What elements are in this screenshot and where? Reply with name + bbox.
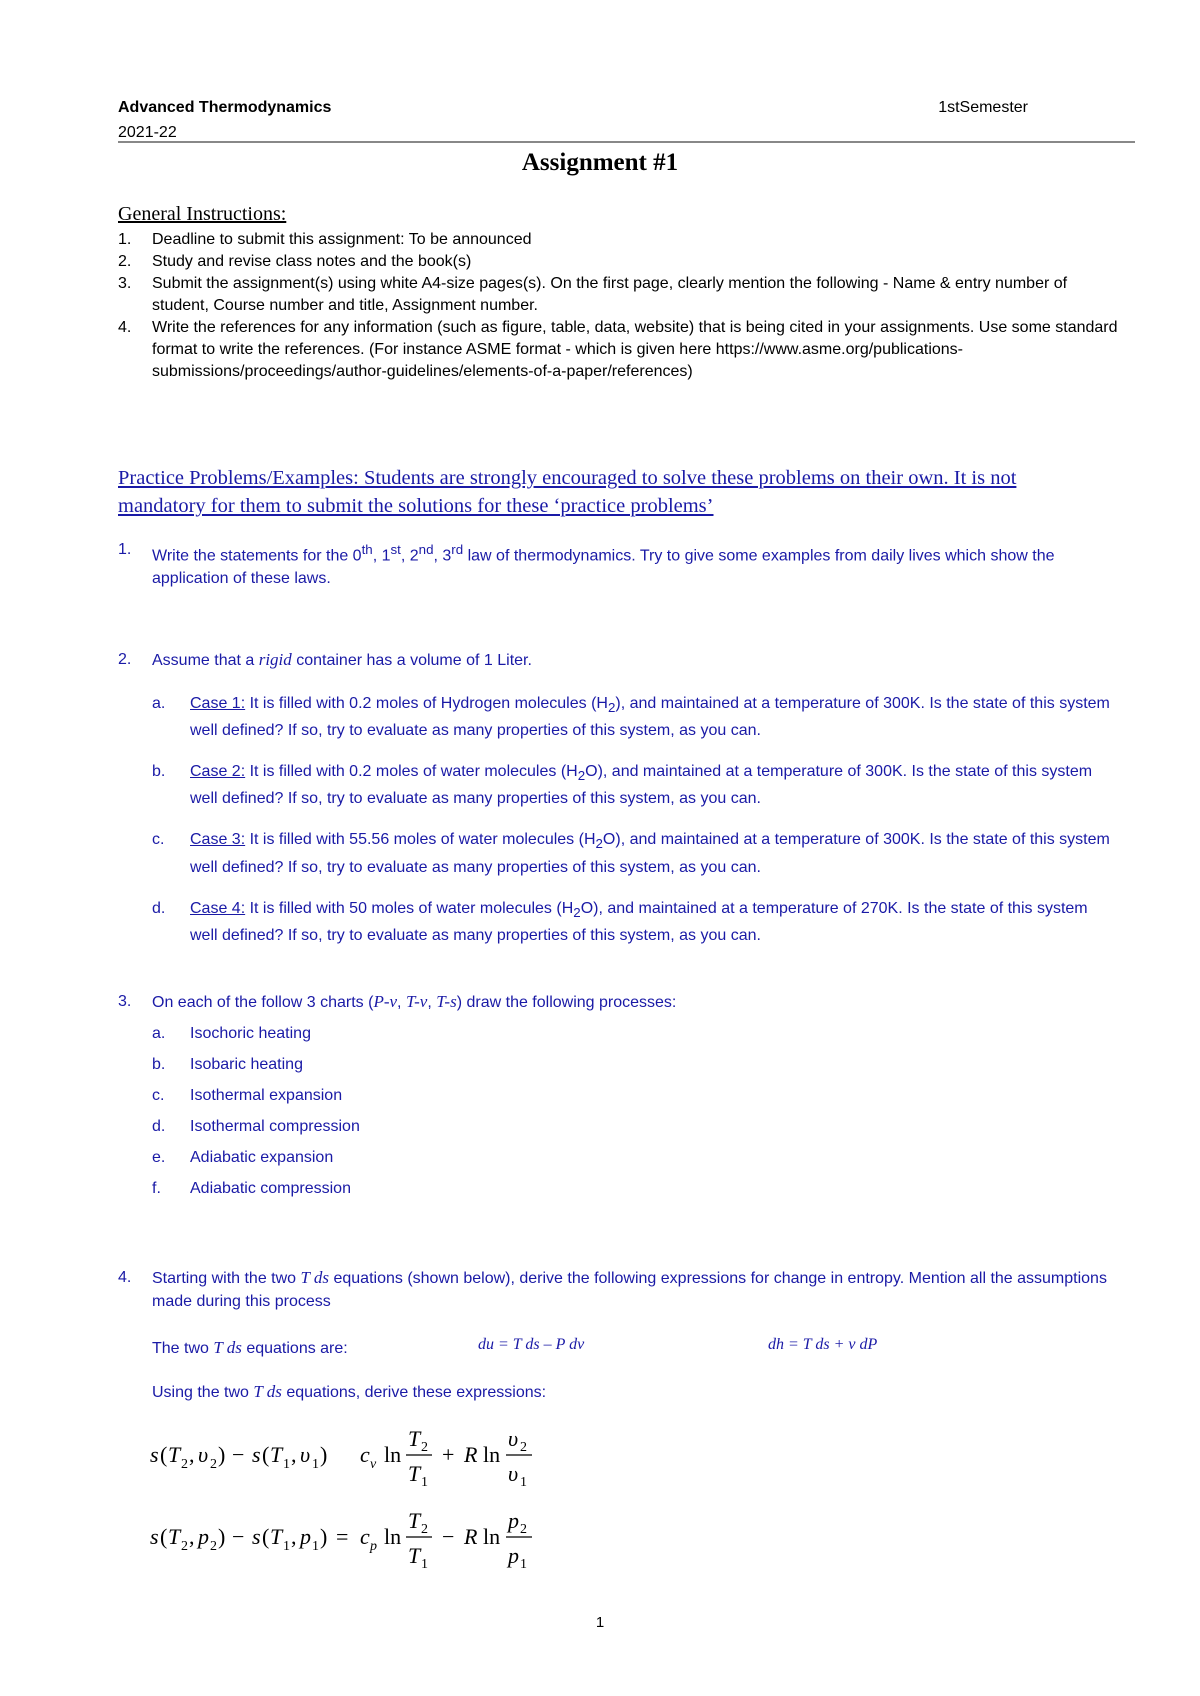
course-title: Advanced Thermodynamics	[118, 99, 332, 116]
svg-text:(: (	[160, 1442, 168, 1467]
svg-text:R: R	[464, 1524, 478, 1549]
general-instructions-list	[118, 229, 1118, 383]
svg-text:υ: υ	[508, 1461, 519, 1486]
svg-text:): )	[218, 1442, 226, 1467]
process-item: c. Isothermal expansion	[152, 1087, 343, 1104]
svg-text:(: (	[160, 1524, 168, 1549]
instruction-item	[118, 273, 1118, 317]
process-item: a. Isochoric heating	[152, 1025, 311, 1042]
svg-text:s: s	[150, 1442, 159, 1467]
instruction-number: 3.	[118, 275, 132, 292]
svg-text:−: −	[442, 1524, 455, 1549]
process-item: d. Isothermal compression	[152, 1118, 360, 1135]
svg-text:2: 2	[421, 1440, 428, 1455]
entropy-formulas	[150, 1418, 590, 1578]
case-item: a. Case 1: It is filled with 0.2 moles of Hydrogen molecules $(H_2)$, and maintained at a temperature of 300K. Is the state of this system well defined? If so, try to evaluate as many properties of this system, as you can.	[152, 695, 1110, 740]
svg-text:2: 2	[210, 1539, 217, 1554]
svg-text:2: 2	[210, 1457, 217, 1472]
svg-text:2: 2	[520, 1522, 527, 1537]
process-item: e. Adiabatic expansion	[152, 1149, 334, 1166]
svg-text:T: T	[408, 1508, 421, 1533]
page-number: 1	[595, 1614, 605, 1631]
assignment-title: Assignment #1	[521, 149, 679, 176]
question-number: 4.	[118, 1269, 132, 1286]
header-rule	[118, 141, 1135, 143]
svg-text:T: T	[408, 1461, 421, 1486]
svg-text:p: p	[508, 1508, 519, 1533]
svg-text:ln: ln	[483, 1442, 501, 1467]
academic-year: 2021-22	[118, 124, 177, 141]
svg-text:c: c	[360, 1524, 370, 1549]
svg-text:−: −	[232, 1442, 245, 1467]
tds-equation-2: dh = T ds + v dP	[768, 1336, 878, 1353]
svg-text:ln: ln	[384, 1524, 402, 1549]
svg-text:s: s	[150, 1524, 159, 1549]
question-2	[118, 648, 1118, 947]
instruction-number: 4.	[118, 319, 132, 336]
svg-text:=: =	[336, 1524, 349, 1549]
svg-text:v: v	[370, 1457, 377, 1472]
instruction-item	[118, 229, 1118, 251]
question-text: Write the statements for the 0th, 1st, 2nd, 3rd law of thermodynamics. Try to give some examples from daily lives which show the application of these laws.	[152, 542, 1055, 588]
svg-text:R: R	[464, 1442, 478, 1467]
svg-text:T: T	[168, 1442, 181, 1467]
svg-text:+: +	[442, 1442, 455, 1467]
question-3	[118, 990, 1118, 1200]
svg-text:,: ,	[189, 1524, 195, 1549]
svg-text:T: T	[270, 1524, 283, 1549]
svg-text:υ: υ	[198, 1442, 209, 1467]
process-item: b. Isobaric heating	[152, 1056, 303, 1073]
svg-text:c: c	[360, 1442, 370, 1467]
svg-text:1: 1	[312, 1539, 319, 1554]
svg-text:υ: υ	[300, 1442, 311, 1467]
question-number: 3.	[118, 993, 132, 1010]
semester-label: 1stSemester	[938, 99, 1028, 116]
tds-intro: The two T ds equations are:	[152, 1338, 348, 1357]
svg-text:p: p	[508, 1543, 519, 1568]
svg-text:2: 2	[421, 1522, 428, 1537]
practice-problems-heading: Practice Problems/Examples: Students are strongly encouraged to solve these problems on their own. It is not mandatory for them to submit the solutions for these ‘practice problems’	[118, 467, 1017, 517]
question-number: 2.	[118, 651, 132, 668]
case-item: d. Case 4: It is filled with 50 moles of water molecules $(H_2O)$, and maintained at a temperature of 270K. Is the state of this system well defined? If so, try to evaluate as many properties of this system, as you can.	[152, 899, 1088, 944]
instruction-text: Deadline to submit this assignment: To be announced	[152, 231, 532, 248]
svg-text:ln: ln	[384, 1442, 402, 1467]
question-text: Starting with the two T ds equations (shown below), derive the following expressions for change in entropy. Mention all the assumptions made during this process	[152, 1268, 1107, 1310]
svg-text:1: 1	[312, 1457, 319, 1472]
svg-text:): )	[218, 1524, 226, 1549]
svg-text:(: (	[262, 1524, 270, 1549]
svg-text:T: T	[408, 1426, 421, 1451]
svg-text:2: 2	[520, 1440, 527, 1455]
instruction-item	[118, 251, 1118, 273]
svg-text:): )	[320, 1442, 328, 1467]
svg-text:T: T	[408, 1543, 421, 1568]
svg-text:p: p	[300, 1524, 311, 1549]
tds-equation-1: du = T ds – P dv	[478, 1336, 585, 1353]
question-text: On each of the follow 3 charts (P-v, T-v, T-s) draw the following processes:	[152, 992, 677, 1011]
svg-text:p: p	[370, 1539, 377, 1554]
question-number: 1.	[118, 541, 132, 558]
svg-text:1: 1	[421, 1475, 428, 1490]
svg-text:−: −	[232, 1524, 245, 1549]
svg-text:T: T	[168, 1524, 181, 1549]
derive-intro: Using the two T ds equations, derive these expressions:	[152, 1382, 547, 1401]
svg-text:υ: υ	[508, 1426, 519, 1451]
svg-text:1: 1	[283, 1539, 290, 1554]
general-instructions-heading: General Instructions:	[118, 203, 287, 225]
svg-text:,: ,	[189, 1442, 195, 1467]
instruction-item	[118, 317, 1118, 383]
svg-text:s: s	[252, 1442, 261, 1467]
instruction-text: Study and revise class notes and the book(s)	[152, 253, 472, 270]
svg-text:ln: ln	[483, 1524, 501, 1549]
svg-text:): )	[320, 1524, 328, 1549]
svg-text:2: 2	[181, 1539, 188, 1554]
svg-text:1: 1	[421, 1557, 428, 1572]
svg-text:(: (	[262, 1442, 270, 1467]
svg-text:2: 2	[181, 1457, 188, 1472]
question-text: Assume that a rigid container has a volume of 1 Liter.	[152, 650, 532, 669]
instruction-text: Write the references for any information (such as figure, table, data, website) that is being cited in your assignments. Use some standard format to write the references. (For instance ASME format - which is given here https://www.asme.org/publications-submissions/proceedings/author-guidelines/elements-of-a-paper/references)	[152, 319, 1118, 380]
svg-text:1: 1	[520, 1557, 527, 1572]
svg-text:1: 1	[520, 1475, 527, 1490]
instruction-number: 2.	[118, 253, 132, 270]
instruction-text: Submit the assignment(s) using white A4-size pages(s). On the first page, clearly mention the following - Name & entry number of student, Course number and title, Assignment number.	[152, 275, 1068, 314]
question-4	[118, 1266, 1118, 1313]
svg-text:s: s	[252, 1524, 261, 1549]
process-item: f. Adiabatic compression	[152, 1180, 351, 1197]
svg-text:p: p	[198, 1524, 209, 1549]
case-item: b. Case 2: It is filled with 0.2 moles of water molecules $(H_2O)$, and maintained at a temperature of 300K. Is the state of this system well defined? If so, try to evaluate as many properties of this system, as you can.	[152, 763, 1093, 808]
svg-text:,: ,	[291, 1442, 297, 1467]
instruction-number: 1.	[118, 231, 132, 248]
svg-text:T: T	[270, 1442, 283, 1467]
question-1	[118, 538, 1118, 590]
case-item: c. Case 3: It is filled with 55.56 moles of water molecules $(H_2O)$, and maintained at a temperature of 300K. Is the state of this system well defined? If so, try to evaluate as many properties of this system, as you can.	[152, 831, 1110, 876]
svg-text:,: ,	[291, 1524, 297, 1549]
svg-text:1: 1	[283, 1457, 290, 1472]
